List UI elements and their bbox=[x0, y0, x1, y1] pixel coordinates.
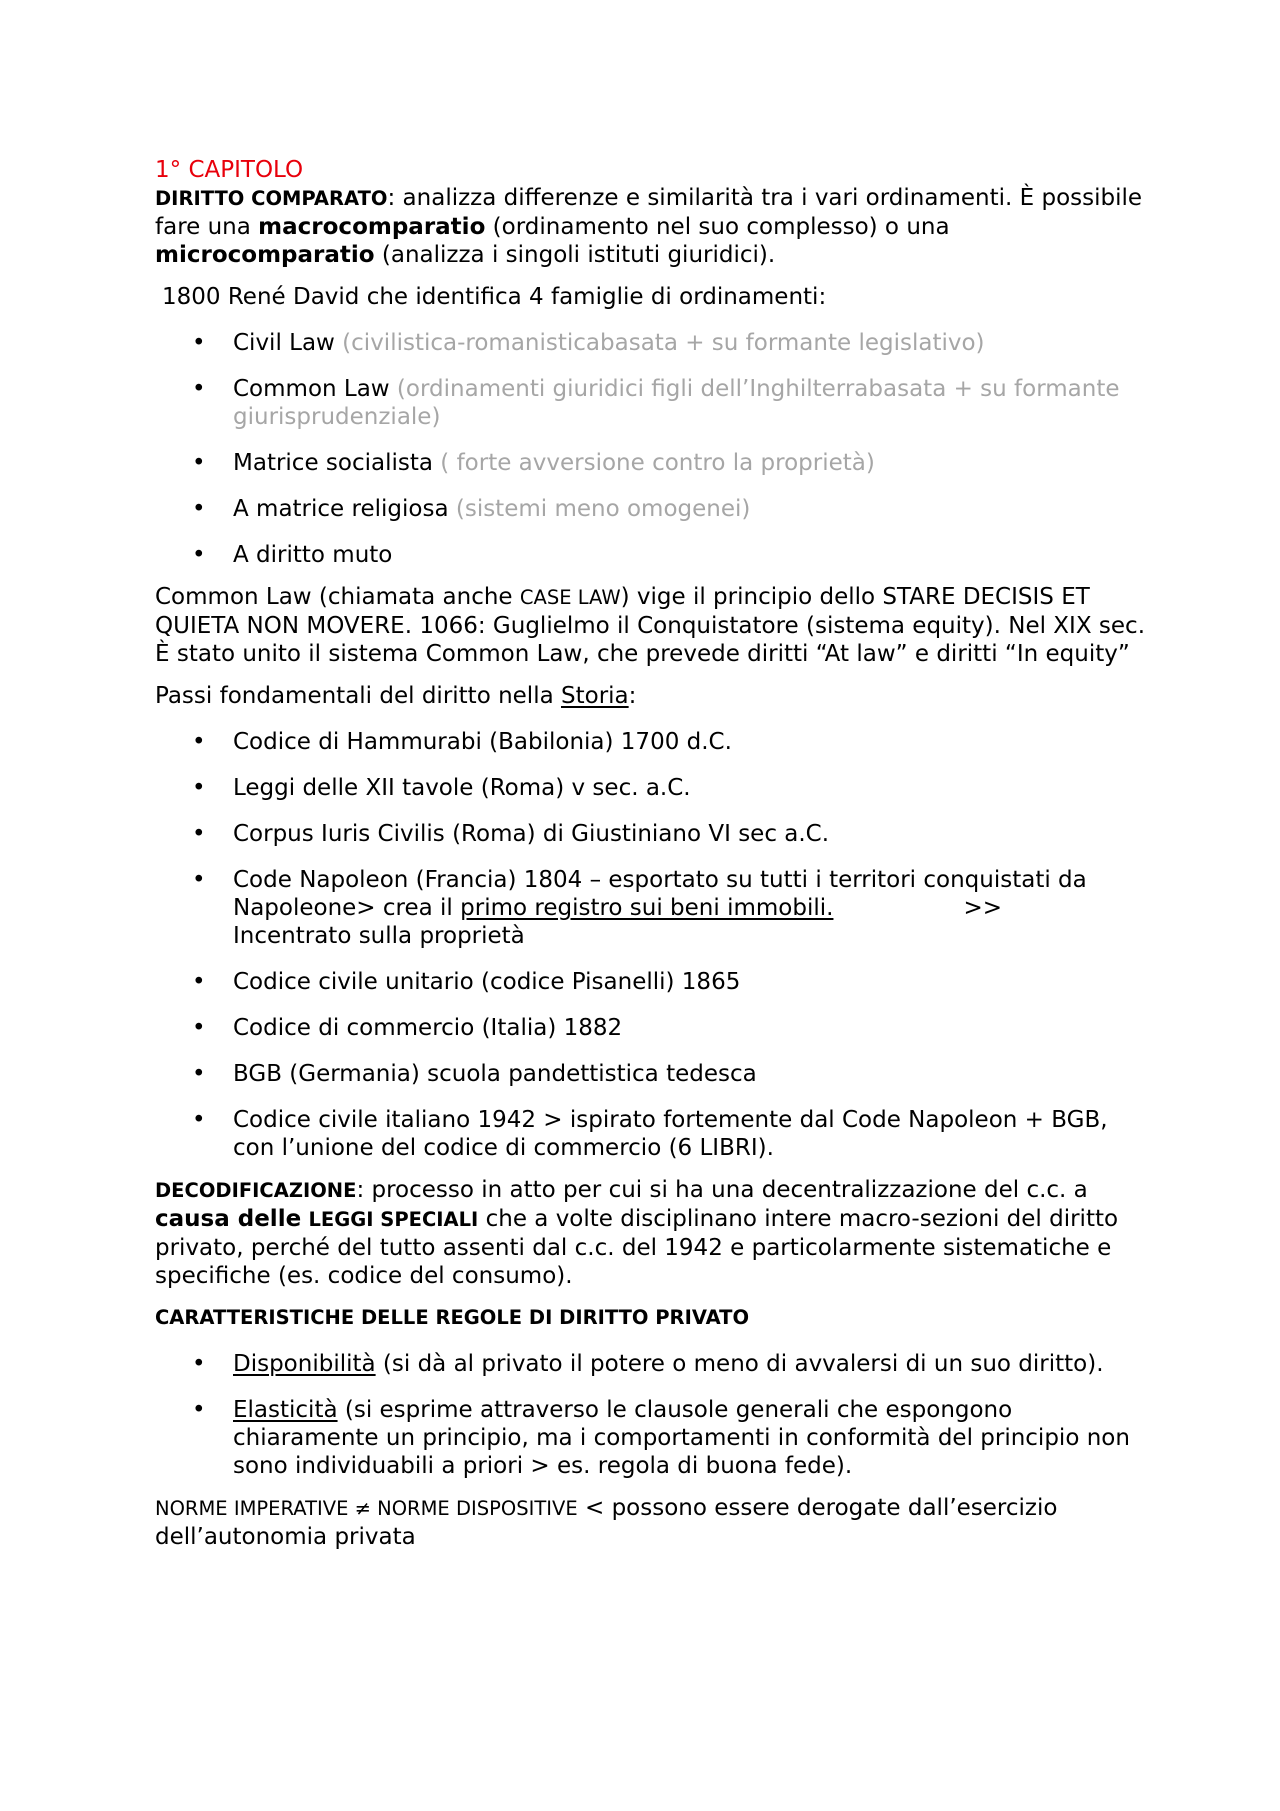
term-decodificazione: DECODIFICAZIONE bbox=[155, 1179, 357, 1202]
list-item: • Civil Law (civilistica-romanisticabasata + su formante legislativo) bbox=[192, 330, 985, 356]
families-list bbox=[155, 329, 1155, 569]
paragraph-common-law: Common Law (chiamata anche CASE LAW) vige il principio dello STARE DECISIS ET QUIETA NON MOVERE. 1066: Guglielmo il Conquistatore (sistema equity). Nel XIX sec. È stato unito il sistema Common Law, che prevede diritti “At law” e diritti “In equity” bbox=[155, 584, 1145, 667]
double-arrow: >> bbox=[963, 895, 1002, 921]
bullet-icon: • bbox=[192, 821, 206, 847]
bullet-icon: • bbox=[192, 969, 206, 995]
list-item: • Codice civile unitario (codice Pisanelli) 1865 bbox=[192, 969, 741, 995]
list-item: • Elasticità (si esprime attraverso le clausole generali che espongono chiaramente un principio, ma i comportamenti in conformità del principio non sono individuabili a priori > es. regola di buona fede). bbox=[192, 1397, 1130, 1479]
term-disponibilita: Disponibilità bbox=[233, 1351, 376, 1377]
bullet-icon: • bbox=[192, 775, 206, 801]
term-case-law: CASE LAW bbox=[519, 586, 621, 609]
term-leggi-speciali: LEGGI SPECIALI bbox=[308, 1208, 479, 1231]
list-item: • Code Napoleon (Francia) 1804 – esportato su tutti i territori conquistati da Napoleone> crea il primo registro sui beni immobili. >> Incentrato sulla proprietà bbox=[192, 867, 1087, 949]
characteristics-list bbox=[155, 1350, 1155, 1480]
bullet-icon: • bbox=[192, 376, 206, 402]
term-elasticita: Elasticità bbox=[233, 1397, 338, 1423]
chapter-heading: 1° CAPITOLO bbox=[155, 157, 304, 183]
term-norme: NORME IMPERATIVE ≠ NORME DISPOSITIVE bbox=[155, 1497, 578, 1520]
section-heading-caratteristiche: CARATTERISTICHE DELLE REGOLE DI DIRITTO PRIVATO bbox=[155, 1306, 750, 1329]
paragraph-norme: NORME IMPERATIVE ≠ NORME DISPOSITIVE < possono essere derogate dall’esercizio dell’autonomia privata bbox=[155, 1495, 1058, 1550]
paragraph-diritto-comparato: DIRITTO COMPARATO: analizza differenze e similarità tra i vari ordinamenti. È possibile fare una macrocomparatio (ordinamento nel suo complesso) o una microcomparatio (analizza i singoli istituti giuridici). bbox=[155, 185, 1143, 268]
term-diritto-comparato: DIRITTO COMPARATO bbox=[155, 187, 388, 210]
bullet-icon: • bbox=[192, 1107, 206, 1133]
bullet-icon: • bbox=[192, 1397, 206, 1423]
bullet-icon: • bbox=[192, 1351, 206, 1377]
document-page bbox=[155, 156, 1155, 1551]
list-item: • Common Law (ordinamenti giuridici figli dell’Inghilterrabasata + su formante giurisprudenziale) bbox=[192, 376, 1120, 430]
list-item: • Matrice socialista ( forte avversione contro la proprietà) bbox=[192, 450, 875, 476]
term-microcomparatio: microcomparatio bbox=[155, 242, 375, 268]
list-item: • Codice civile italiano 1942 > ispirato fortemente dal Code Napoleon + BGB, con l’unione del codice di commercio (6 LIBRI). bbox=[192, 1107, 1108, 1161]
list-item: • Corpus Iuris Civilis (Roma) di Giustiniano VI sec a.C. bbox=[192, 821, 830, 847]
bullet-icon: • bbox=[192, 1015, 206, 1041]
bullet-icon: • bbox=[192, 729, 206, 755]
families-intro: 1800 René David che identifica 4 famiglie di ordinamenti: bbox=[162, 284, 827, 310]
bullet-icon: • bbox=[192, 867, 206, 893]
list-item: • A diritto muto bbox=[192, 542, 393, 568]
bullet-icon: • bbox=[192, 450, 206, 476]
list-item: • Disponibilità (si dà al privato il potere o meno di avvalersi di un suo diritto). bbox=[192, 1351, 1104, 1377]
list-item: • Leggi delle XII tavole (Roma) v sec. a.C. bbox=[192, 775, 691, 801]
list-item: • A matrice religiosa (sistemi meno omogenei) bbox=[192, 496, 751, 522]
term-macrocomparatio: macrocomparatio bbox=[258, 214, 486, 240]
bullet-icon: • bbox=[192, 542, 206, 568]
list-item: • Codice di Hammurabi (Babilonia) 1700 d.C. bbox=[192, 729, 732, 755]
list-item: • Codice di commercio (Italia) 1882 bbox=[192, 1015, 623, 1041]
bullet-icon: • bbox=[192, 1061, 206, 1087]
list-item: • BGB (Germania) scuola pandettistica tedesca bbox=[192, 1061, 757, 1087]
bullet-icon: • bbox=[192, 330, 206, 356]
history-intro: Passi fondamentali del diritto nella Storia: bbox=[155, 683, 637, 709]
storia-underlined: Storia bbox=[561, 683, 629, 709]
bullet-icon: • bbox=[192, 496, 206, 522]
primo-registro-underlined: primo registro sui beni immobili. bbox=[460, 895, 834, 921]
history-list bbox=[155, 728, 1155, 1162]
paragraph-decodificazione: DECODIFICAZIONE: processo in atto per cui si ha una decentralizzazione del c.c. a causa delle LEGGI SPECIALI che a volte disciplinano intere macro-sezioni del diritto privato, perché del tutto assenti dal c.c. del 1942 e particolarmente sistematiche e specifiche (es. codice del consumo). bbox=[155, 1177, 1119, 1289]
